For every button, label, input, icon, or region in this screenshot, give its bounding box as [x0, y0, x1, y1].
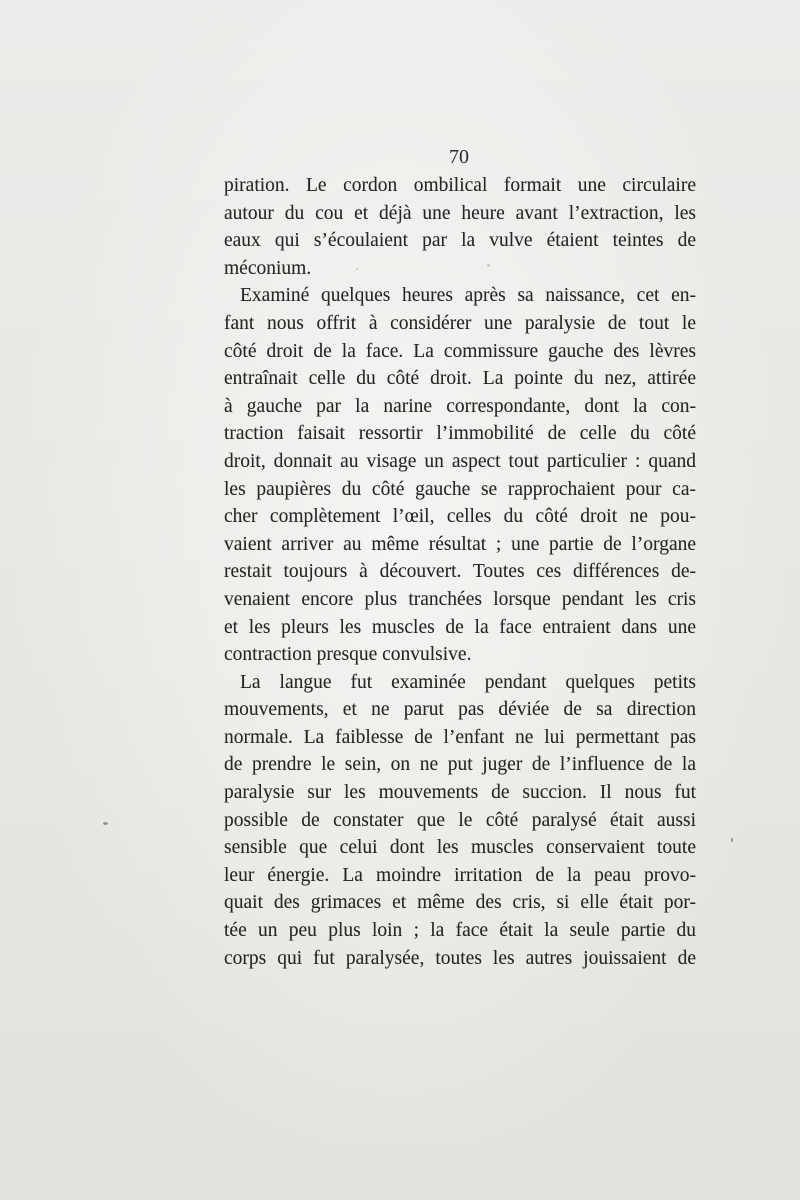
- text-line: côté droit de la face. La commissure gauche des lèvres: [224, 340, 696, 362]
- text-line: possible de constater que le côté paralysé était aussi: [224, 809, 696, 831]
- text-line: contraction presque convulsive.: [224, 644, 472, 666]
- text-line: restait toujours à découvert. Toutes ces différences de-: [224, 561, 696, 583]
- text-line: tée un peu plus loin ; la face était la seule partie du: [224, 920, 696, 942]
- text-line: droit, donnait au visage un aspect tout particulier : quand: [224, 450, 696, 472]
- text-line: corps qui fut paralysée, toutes les autres jouissaient de: [224, 947, 696, 969]
- text-line: méconium.: [224, 257, 312, 279]
- paper-speck: [103, 822, 108, 825]
- text-line: Examiné quelques heures après sa naissance, cet en-: [240, 285, 696, 307]
- text-line: fant nous offrit à considérer une paralysie de tout le: [224, 312, 696, 334]
- text-line: paralysie sur les mouvements de succion. Il nous fut: [224, 782, 696, 804]
- text-line: piration. Le cordon ombilical formait une circulaire: [224, 175, 696, 196]
- paper-speck: [731, 838, 733, 842]
- text-line: autour du cou et déjà une heure avant l’extraction, les: [224, 202, 696, 224]
- text-line: de prendre le sein, on ne put juger de l’influence de la: [224, 754, 696, 776]
- text-line: eaux qui s’écoulaient par la vulve étaient teintes de: [224, 230, 696, 252]
- text-line: La langue fut examinée pendant quelques petits: [240, 671, 696, 693]
- text-line: quait des grimaces et même des cris, si elle était por-: [224, 892, 696, 914]
- text-line: entraînait celle du côté droit. La pointe du nez, attirée: [224, 368, 696, 390]
- text-line: les paupières du côté gauche se rapprochaient pour ca-: [224, 478, 696, 500]
- text-line: venaient encore plus tranchées lorsque pendant les cris: [224, 588, 696, 610]
- text-line: mouvements, et ne parut pas déviée de sa direction: [224, 699, 696, 721]
- text-line: sensible que celui dont les muscles conservaient toute: [224, 837, 696, 859]
- body-text: [224, 172, 696, 972]
- text-line: traction faisait ressortir l’immobilité de celle du côté: [224, 423, 696, 445]
- text-line: et les pleurs les muscles de la face entraient dans une: [224, 616, 696, 638]
- text-line: à gauche par la narine correspondante, dont la con-: [224, 395, 696, 417]
- text-line: cher complètement l’œil, celles du côté droit ne pou-: [224, 506, 696, 528]
- paper-speck: [356, 268, 358, 270]
- paper-speck: [487, 264, 490, 267]
- page-number: 70: [449, 146, 469, 168]
- text-line: normale. La faiblesse de l’enfant ne lui permettant pas: [224, 726, 696, 748]
- text-line: leur énergie. La moindre irritation de la peau provo-: [224, 864, 696, 886]
- text-line: vaient arriver au même résultat ; une partie de l’organe: [224, 533, 696, 555]
